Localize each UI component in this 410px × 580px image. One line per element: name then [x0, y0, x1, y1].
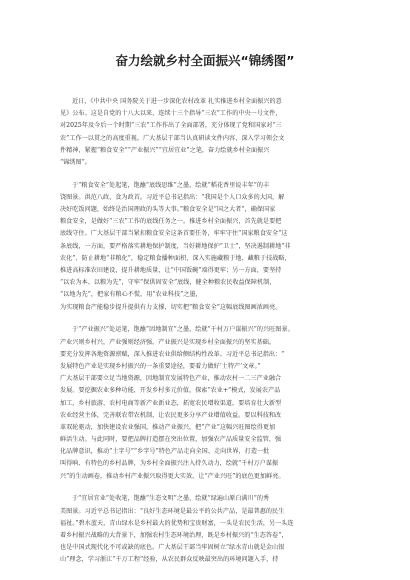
text-line: 于“粮食安全”处起笔，饱蘸“底线思维”之墨，绘就“稻花香里说丰年”的丰	[72, 181, 270, 189]
text-line: 饶图景。洪范八政，食为政首。习近平总书记指出：“我国是个人口众多的大国，解	[60, 193, 285, 201]
paragraph-intro	[60, 96, 350, 169]
text-line: 对2025年及今后一个时期“三农”工作作出了全面部署，充分体现了党和国家对“三	[60, 122, 282, 130]
text-line: 广大基层干部要立足当地资源，因地制宜发展特色产业，推动农村一二三产业融合	[60, 375, 282, 383]
text-line: 件精神，紧握“粮食安全”“产业振兴”“宜居宜业”之笔，奋力绘就乡村全面振兴	[60, 146, 270, 154]
text-line: 条底线，一方面，要严格落实耕地保护制度，当好耕地保护“卫士”，坚决遏制耕地“非	[60, 242, 291, 250]
article-body	[60, 96, 350, 577]
text-line: 叫得响、有特色的乡村品牌，为乡村全面振兴注入持久动力，绘就“千村万户谋振	[60, 460, 279, 468]
text-line: 福祉。”碧水蓝天、青山绿水是乡村最大的优势和宝贵财富，一头是农民生活，另一头连	[60, 519, 294, 527]
text-line: 见》公布。这是自党的十八大以来，连续十三个指导“三农”工作的中央一号文件，	[60, 110, 282, 118]
paragraph-industry	[60, 324, 350, 482]
text-line: 农化”、防止耕地“非粮化”，稳定粮食播种面积，深入实施藏粮于地、藏粮于技战略，	[60, 254, 291, 262]
text-line: 底线守住。广大基层干部当紧扣粮食安全这条首要任务，牢牢守住“国家粮食安全”这	[60, 230, 288, 238]
text-line: “以农为本、以粮为先”，守牢“保供固安全”底线，健全种粮农民收益保障机制，	[60, 279, 276, 287]
text-line: 化品牌意识，推动“土字号”“乡字号”特色产品走向全国、走向世界，打造一批	[60, 448, 270, 456]
text-line: 农业经营主体，完善联农带农机制，让农民更多分享产业增值收益。要以科技和改	[60, 411, 282, 419]
text-line: “以地为先”，把家有粮心不慌，用“农业科技”之墨，	[60, 291, 202, 299]
text-line: 于“产业振兴”处运笔，饱蘸“因地制宜”之墨，绘就“千村万户谋振兴”的兴旺图景。	[72, 326, 294, 334]
paragraph-food-security	[60, 180, 350, 314]
text-line: 于“宜居宜业”处收笔，饱蘸“生态文明”之墨，绘就“绿遍山原白满川”的秀	[72, 495, 270, 503]
text-line: “锦绣图”。	[60, 158, 91, 166]
text-line: 近日，《中共中央 国务院关于进一步深化农村改革 扎实推进乡村全面振兴的意	[72, 98, 282, 105]
article-title: 奋力绘就乡村全面振兴“锦绣图”	[115, 53, 295, 68]
text-line: 发展。要挖掘农业多种功能，开发乡村多元价值，探索“农业+”模式，发展农产品	[60, 387, 281, 395]
text-line: 发展特色产业是实现乡村振兴的一条重要途径，要着力做好‘土特产’文章。”	[60, 362, 261, 370]
text-line: 为实现粮食产能稳步提升提供有力支撑，切实把“粮食安全”这幅底线图画浓画亮。	[60, 303, 282, 311]
text-line: 加工、乡村旅游、农村电商等新产业新业态，拓宽农民增收渠道。要培育壮大新型	[60, 399, 282, 407]
text-line: 革双轮驱动，加快建设农业强国，推动产业振兴，把“产业”这幅兴旺图绘得更加	[60, 423, 276, 431]
text-line: 推进高标准农田建设，提升耕地质量，让“中国饭碗”端得更牢；另一方面，要坚持	[60, 267, 282, 275]
text-line: 决好吃饭问题，始终是治国理政的头等大事。”粮食安全是“国之大者”，确保国家	[60, 206, 276, 214]
text-line: 鲜活生动。与此同时，要把品牌打造摆在突出位置，加强农产品质量安全监管，强	[60, 436, 282, 444]
text-line: 着乡村振兴战略的大背景下，加强农村生态环境治理，既是乡村振兴的“生态答卷”，	[60, 531, 288, 539]
text-line: 兴”的生动画卷，推动乡村产业振兴取得更大实效，让“产业兴旺”的底色更加鲜亮。	[60, 472, 285, 480]
text-line: 也是中国式现代化不可或缺的底色。广大基层干部当牢固树立“绿水青山就是金山银	[60, 544, 285, 552]
text-line: 美图景。习近平总书记指出：“良好生态环境是最公平的公共产品，是最普惠的民生	[60, 507, 285, 515]
text-line: 农”工作一以贯之的高度重视。广大基层干部当认真研读文件内容，深入学习领会文	[60, 134, 285, 142]
text-line: 粮食安全，是做好“三农”工作的底线任务之一。推进乡村全面振兴，首先就是要把	[60, 218, 282, 226]
text-line: 要充分发挥各地资源禀赋，深入推进农业供给侧结构性改革。习近平总书记指出：“	[60, 350, 285, 358]
paragraph-livable	[60, 493, 350, 566]
text-line: 产业兴则乡村兴，产业强则经济强。产业振兴是实现乡村全面振兴的坚实基础。	[60, 338, 276, 346]
text-line: 山”理念，学习浙江“千万工程”经验，从农民群众反映最突出的环境问题入手，持	[60, 556, 279, 564]
